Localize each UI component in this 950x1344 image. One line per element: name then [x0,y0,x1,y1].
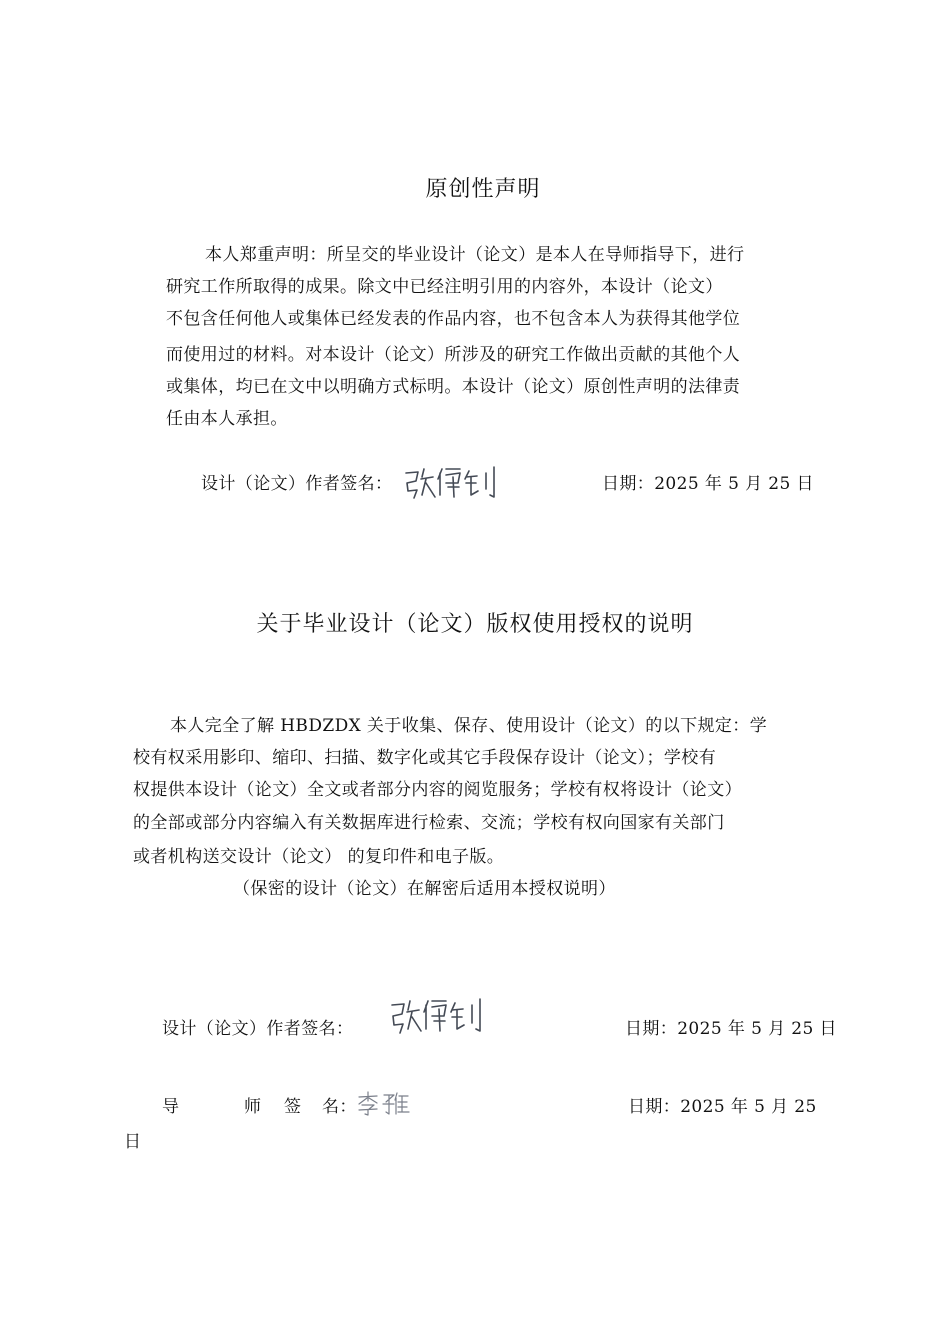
declaration-line-4: 而使用过的材料。对本设计（论文）所涉及的研究工作做出贡献的其他个人 [166,345,741,365]
advisor-label-char-4: 名： [322,1097,357,1117]
advisor-signature [356,1090,412,1116]
advisor-date: 日期：2025 年 5 月 25 [628,1097,817,1117]
declaration-author-signature [402,463,502,501]
advisor-label-char-2: 师 [244,1097,262,1117]
declaration-title: 原创性声明 [425,177,541,202]
declaration-date: 日期：2025 年 5 月 25 日 [602,474,814,494]
authorization-author-sign-label: 设计（论文）作者签名： [162,1019,354,1039]
authorization-line-4: 的全部或部分内容编入有关数据库进行检索、交流；学校有权向国家有关部门 [133,813,725,833]
declaration-line-6: 任由本人承担。 [166,409,288,429]
advisor-date-wrap: 日 [124,1132,142,1152]
declaration-line-2: 研究工作所取得的成果。除文中已经注明引用的内容外，本设计（论文） [166,277,723,297]
authorization-line-2: 校有权采用影印、缩印、扫描、数字化或其它手段保存设计（论文）；学校有 [133,748,717,768]
authorization-note: （保密的设计（论文）在解密后适用本授权说明） [233,879,616,899]
declaration-line-5: 或集体，均已在文中以明确方式标明。本设计（论文）原创性声明的法律责 [166,377,741,397]
authorization-line-1: 本人完全了解 HBDZDX 关于收集、保存、使用设计（论文）的以下规定：学 [170,716,768,736]
declaration-line-1: 本人郑重声明：所呈交的毕业设计（论文）是本人在导师指导下，进行 [205,245,745,265]
declaration-line-3: 不包含任何他人或集体已经发表的作品内容，也不包含本人为获得其他学位 [166,309,741,329]
advisor-label-char-1: 导 [162,1097,180,1117]
authorization-title: 关于毕业设计（论文）版权使用授权的说明 [256,612,694,637]
authorization-line-5: 或者机构送交设计（论文） 的复印件和电子版。 [133,847,505,867]
authorization-author-date: 日期：2025 年 5 月 25 日 [625,1019,837,1039]
authorization-author-signature [388,995,488,1037]
advisor-label-char-3: 签 [284,1097,302,1117]
authorization-line-3: 权提供本设计（论文）全文或者部分内容的阅览服务；学校有权将设计（论文） [133,780,742,800]
declaration-author-sign-label: 设计（论文）作者签名： [201,474,393,494]
